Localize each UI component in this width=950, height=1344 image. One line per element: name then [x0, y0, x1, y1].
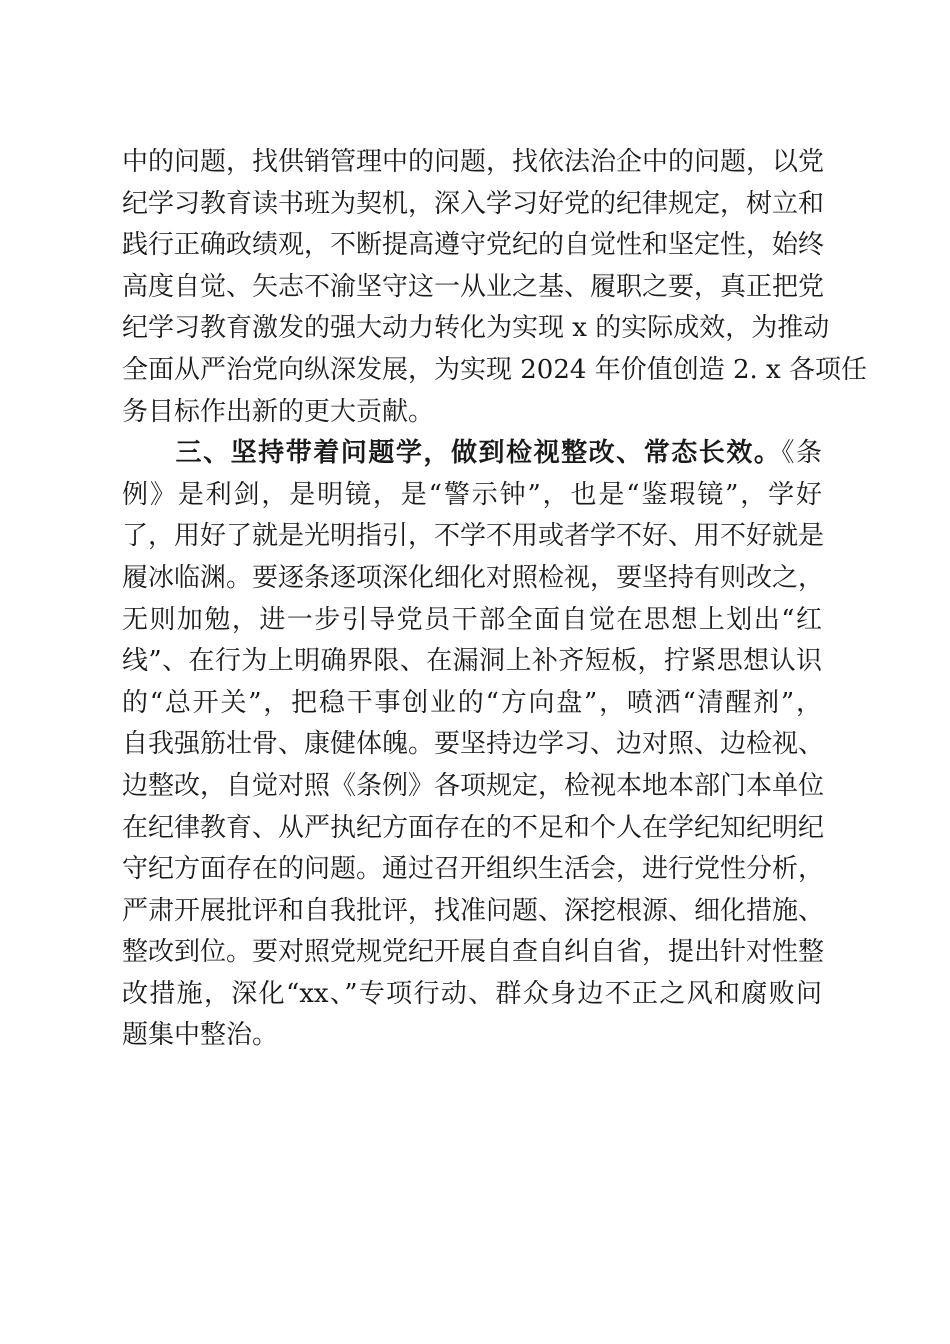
paragraph-2-line: 履冰临渊。要逐条逐项深化细化对照检视，要坚持有则改之， — [122, 562, 825, 593]
paragraph-2-line: 边整改，自觉对照《条例》各项规定，检视本地本部门本单位 — [122, 770, 825, 801]
paragraph-2-line: 题集中整治。 — [122, 1020, 279, 1051]
paragraph-2-line: 改措施，深化“xx、”专项行动、群众身边不正之风和腐败问 — [122, 978, 822, 1009]
document-body — [122, 142, 867, 1057]
paragraph-1-line: 务目标作出新的更大贡献。 — [122, 396, 435, 427]
paragraph-2 — [122, 433, 825, 1057]
paragraph-1 — [122, 142, 867, 433]
paragraph-1-line: 纪学习教育激发的强大动力转化为实现 x 的实际成效，为推动 — [122, 313, 830, 344]
paragraph-1-line: 全面从严治党向纵深发展，为实现 2024 年价值创造 2. x 各项任 — [122, 354, 867, 385]
paragraph-2-line: 严肃开展批评和自我批评，找准问题、深挖根源、细化措施、 — [122, 895, 825, 926]
paragraph-2-line: 守纪方面存在的问题。通过召开组织生活会，进行党性分析， — [122, 854, 825, 885]
paragraph-2-first-line-rest: 《条 — [781, 438, 822, 469]
paragraph-1-line: 高度自觉、矢志不渝坚守这一从业之基、履职之要，真正把党 — [122, 271, 825, 302]
section-heading: 三、坚持带着问题学，做到检视整改、常态长效。 — [174, 438, 782, 469]
paragraph-1-line: 中的问题，找供销管理中的问题，找依法治企中的问题，以党 — [122, 147, 825, 177]
paragraph-2-line: 自我强筋壮骨、康健体魄。要坚持边学习、边对照、边检视、 — [122, 729, 825, 760]
paragraph-2-line: 的“总开关”，把稳干事创业的“方向盘”，喷洒“清醒剂”， — [122, 687, 822, 718]
paragraph-2-line: 无则加勉，进一步引导党员干部全面自觉在思想上划出“红 — [122, 604, 822, 635]
paragraph-2-line: 在纪律教育、从严执纪方面存在的不足和个人在学纪知纪明纪 — [122, 812, 825, 843]
paragraph-1-line: 纪学习教育读书班为契机，深入学习好党的纪律规定，树立和 — [122, 188, 825, 219]
paragraph-2-line: 整改到位。要对照党规党纪开展自查自纠自省，提出针对性整 — [122, 937, 825, 968]
paragraph-2-line: 了，用好了就是光明指引，不学不用或者学不好、用不好就是 — [122, 521, 825, 552]
paragraph-2-line: 例》是利剑，是明镜，是“警示钟”，也是“鉴瑕镜”，学好 — [122, 479, 822, 510]
paragraph-2-line: 线”、在行为上明确界限、在漏洞上补齐短板，拧紧思想认识 — [122, 646, 822, 677]
paragraph-1-line: 践行正确政绩观，不断提高遵守党纪的自觉性和坚定性，始终 — [122, 230, 825, 261]
paragraph-2-first-line — [122, 433, 822, 475]
